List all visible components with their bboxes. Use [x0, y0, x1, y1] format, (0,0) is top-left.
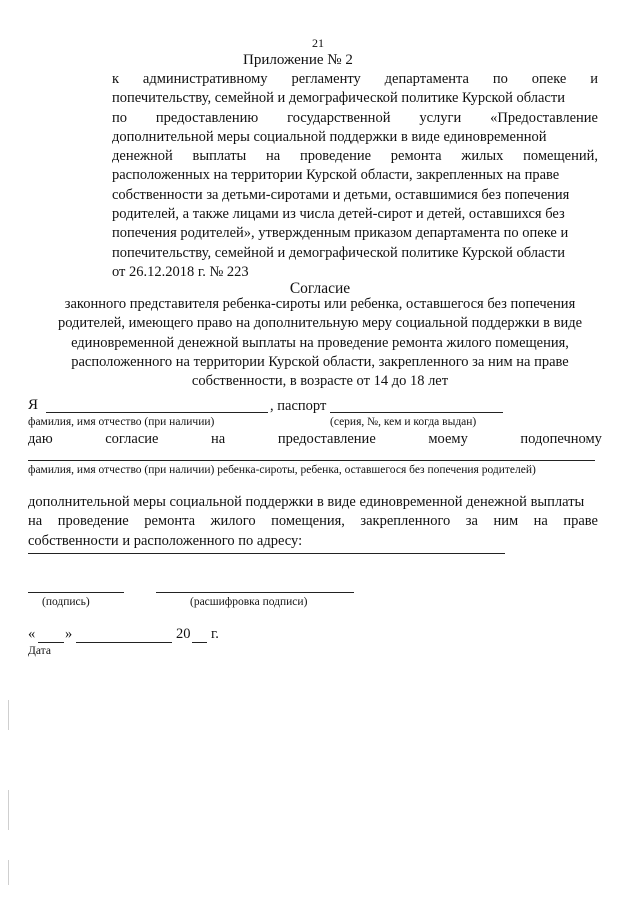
- appendix-line: дополнительной меры социальной поддержки в виде единовременной: [112, 128, 547, 145]
- ya-label: Я: [28, 397, 39, 413]
- appendix-line: попечения родителей», утвержденным приказом департамента по опеке и: [112, 225, 569, 242]
- date-close-quote: »: [65, 626, 73, 642]
- consent-statement-row: даю согласие на предоставление моему подопечному: [28, 431, 602, 447]
- page-number: 21: [312, 36, 324, 50]
- passport-label: , паспорт: [270, 398, 327, 414]
- consent-subtitle: законного представителя ребенка-сироты или ребенка, оставшегося без попечения родителей, имеющего право на дополнительную меру социальной поддержки в виде единовременной денежной выплаты на проведение ремонта жилого помещения, расположенного на территории Курской области, закрепленного за ним на праве собственности, в возрасте от 14 до 18 лет: [57, 296, 583, 390]
- passport-hint: (серия, №, кем и когда выдан): [330, 416, 477, 428]
- scan-edge-mark: [8, 700, 9, 730]
- ward-hint: фамилия, имя отчество (при наличии) ребенка-сироты, ребенка, оставшегося без попечения родителей): [28, 464, 536, 476]
- date-month-input-line[interactable]: [76, 642, 172, 643]
- appendix-line: к административному регламенту департамента по опеке и: [112, 71, 598, 87]
- signature-input-line[interactable]: [28, 592, 124, 593]
- consent-title: Согласие: [289, 280, 351, 297]
- address-input-line[interactable]: [28, 553, 505, 554]
- fio-hint: фамилия, имя отчество (при наличии): [28, 416, 215, 428]
- signature-hint: (подпись): [42, 596, 90, 608]
- year-prefix: 20: [176, 626, 191, 642]
- ward-name-input-line[interactable]: [28, 460, 595, 461]
- date-year-input-line[interactable]: [192, 642, 207, 643]
- date-day-input-line[interactable]: [38, 642, 64, 643]
- passport-input-line[interactable]: [330, 412, 503, 413]
- appendix-title: Приложение № 2: [243, 52, 353, 68]
- appendix-line: денежной выплаты на проведение ремонта жилых помещений,: [112, 148, 598, 165]
- appendix-line: по предоставлению государственной услуги «Предоставление: [112, 109, 598, 126]
- date-label: Дата: [28, 645, 51, 657]
- appendix-line: попечительству, семейной и демографической политике Курской области: [112, 90, 565, 107]
- signature-decoding-input-line[interactable]: [156, 592, 354, 593]
- appendix-line: расположенных на территории Курской области, закрепленных на праве: [112, 167, 560, 184]
- scan-edge-mark: [8, 790, 9, 830]
- appendix-line: попечительству, семейной и демографической политике Курской области: [112, 244, 565, 261]
- appendix-line: родителей, а также лицами из числа детей-сирот и детей, оставшихся без: [112, 206, 565, 223]
- date-open-quote: «: [28, 626, 36, 642]
- signature-decoding-hint: (расшифровка подписи): [190, 596, 308, 608]
- consent-body: дополнительной меры социальной поддержки в виде единовременной денежной выплаты на проведение ремонта жилого помещения, закрепленного за ним на праве собственности и расположенного по адресу:: [28, 494, 598, 549]
- appendix-line: собственности за детьми-сиротами и детьми, оставшимися без попечения: [112, 186, 570, 203]
- scan-edge-mark: [8, 860, 9, 885]
- appendix-text: [112, 70, 598, 282]
- year-suffix: г.: [211, 626, 219, 642]
- fio-input-line[interactable]: [46, 412, 268, 413]
- appendix-last-line: от 26.12.2018 г. № 223: [112, 263, 249, 280]
